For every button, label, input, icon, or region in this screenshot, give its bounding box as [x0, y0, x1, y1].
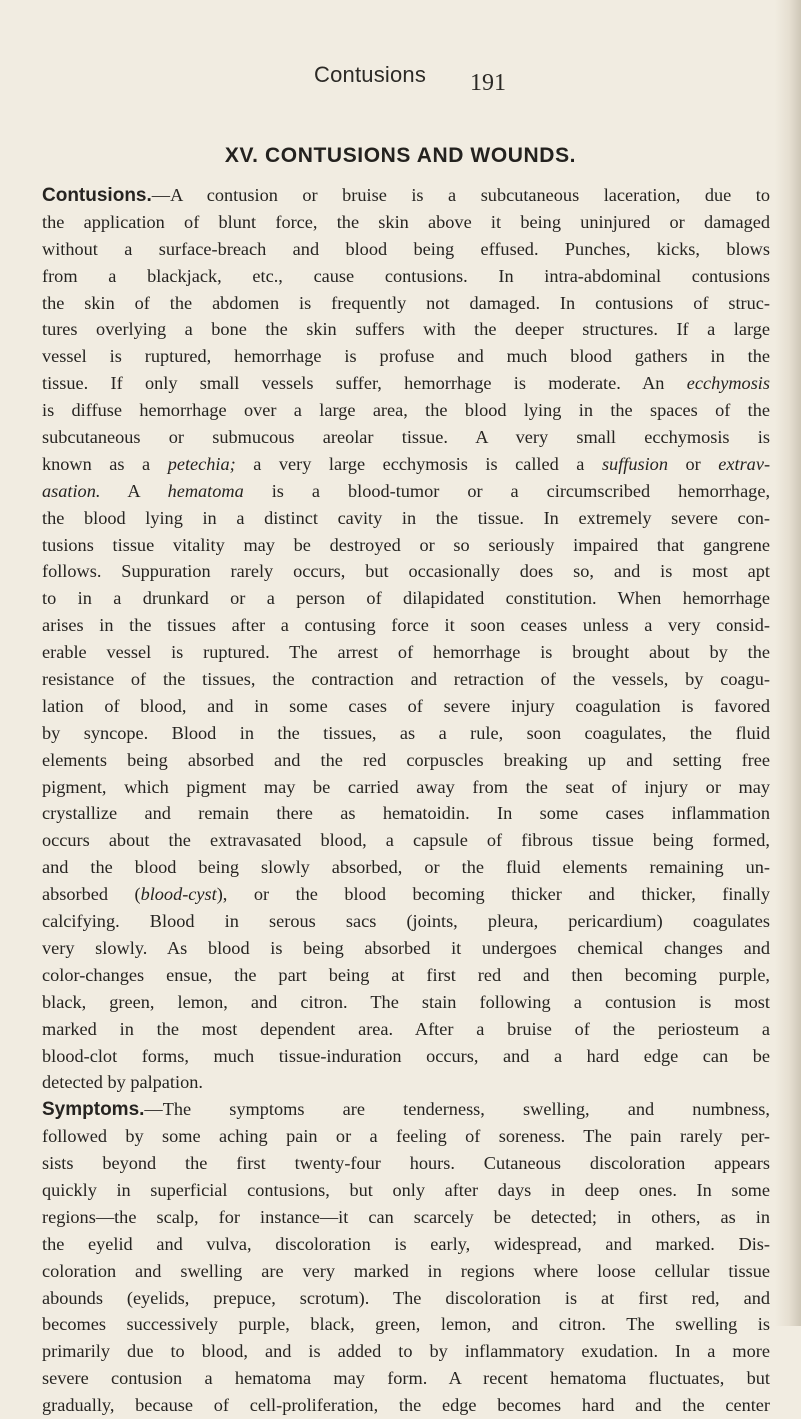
running-head: Contusions — [314, 62, 427, 87]
page-number: 191 — [470, 70, 506, 96]
text-line: and the blood being slowly absorbed, or the fluid elements remaining un- — [42, 857, 770, 878]
text-line: black, green, lemon, and citron. The stain following a contusion is most — [42, 991, 770, 1012]
text-line: the application of blunt force, the skin above it being uninjured or damaged — [42, 211, 770, 232]
text-line: becomes successively purple, black, green, lemon, and citron. The swelling is — [42, 1314, 770, 1335]
text-line: erable vessel is ruptured. The arrest of hemorrhage is brought about by the — [42, 642, 770, 663]
text-line: detected by palpation. — [42, 1072, 203, 1093]
text-line: blood-clot forms, much tissue-induration occurs, and a hard edge can be — [42, 1045, 770, 1066]
page-edge-shadow — [775, 0, 801, 1326]
text-line: primarily due to blood, and is added to by inflammatory exudation. In a more — [42, 1341, 770, 1362]
text-line: the skin of the abdomen is frequently not damaged. In contusions of struc- — [42, 292, 770, 313]
text-line: calcifying. Blood in serous sacs (joints, pleura, pericardium) coagulates — [42, 911, 770, 932]
text-line: known as a petechia; a very large ecchymosis is called a suffusion or extrav- — [42, 453, 770, 474]
text-line: is diffuse hemorrhage over a large area, the blood lying in the spaces of the — [42, 400, 770, 421]
text-line: without a surface-breach and blood being effused. Punches, kicks, blows — [42, 238, 770, 259]
text-line: occurs about the extravasated blood, a capsule of fibrous tissue being formed, — [42, 830, 770, 851]
text-line: follows. Suppuration rarely occurs, but occasionally does so, and is most apt — [42, 561, 770, 582]
text-line: pigment, which pigment may be carried away from the seat of injury or may — [42, 776, 770, 797]
text-line: the blood lying in a distinct cavity in the tissue. In extremely severe con- — [42, 507, 770, 528]
text-line: vessel is ruptured, hemorrhage is profuse and much blood gathers in the — [42, 346, 770, 367]
term-extravasation-part2: asation. — [42, 480, 101, 501]
text-line: the eyelid and vulva, discoloration is early, widespread, and marked. Dis- — [42, 1233, 770, 1254]
text-line: severe contusion a hematoma may form. A recent hematoma fluctuates, but — [42, 1368, 770, 1389]
text-line: from a blackjack, etc., cause contusions. In intra-abdominal contusions — [42, 265, 770, 286]
text-line: Contusions.—A contusion or bruise is a subcutaneous laceration, due to — [42, 185, 770, 206]
page-header — [0, 62, 801, 102]
text-line: asation. A hematoma is a blood-tumor or a circumscribed hemorrhage, — [42, 480, 770, 501]
term-extravasation-part1: extrav- — [718, 453, 770, 474]
term-hematoma: hematoma — [167, 480, 244, 501]
text-line: tusions tissue vitality may be destroyed or so seriously impaired that gangrene — [42, 534, 770, 555]
text-line: absorbed (blood-cyst), or the blood becoming thicker and thicker, finally — [42, 884, 770, 905]
chapter-title: XV. CONTUSIONS AND WOUNDS. — [224, 144, 577, 167]
text-line: regions—the scalp, for instance—it can scarcely be detected; in others, as in — [42, 1206, 770, 1227]
text-line: to in a drunkard or a person of dilapidated constitution. When hemorrhage — [42, 588, 770, 609]
section-heading-contusions: Contusions. — [42, 185, 152, 206]
text-line: color-changes ensue, the part being at first red and then becoming purple, — [42, 964, 770, 985]
text-line: coloration and swelling are very marked in regions where loose cellular tissue — [42, 1260, 770, 1281]
text-line: followed by some aching pain or a feeling of soreness. The pain rarely per- — [42, 1126, 770, 1147]
body-text — [42, 182, 770, 1419]
text-line: elements being absorbed and the red corpuscles breaking up and setting free — [42, 749, 770, 770]
text-line: abounds (eyelids, prepuce, scrotum). The discoloration is at first red, and — [42, 1287, 770, 1308]
section-heading-symptoms: Symptoms. — [42, 1099, 145, 1121]
text-line: resistance of the tissues, the contraction and retraction of the vessels, by coagu- — [42, 669, 770, 690]
text-line: tissue. If only small vessels suffer, hemorrhage is moderate. An ecchymosis — [42, 373, 770, 394]
text-line: subcutaneous or submucous areolar tissue. A very small ecchymosis is — [42, 427, 770, 448]
text-line: marked in the most dependent area. After a bruise of the periosteum a — [42, 1018, 770, 1039]
text-line: crystallize and remain there as hematoidin. In some cases inflammation — [42, 803, 770, 824]
text-line: sists beyond the first twenty-four hours. Cutaneous discoloration appears — [42, 1153, 770, 1174]
text-line: tures overlying a bone the skin suffers with the deeper structures. If a large — [42, 319, 770, 340]
text-line: by syncope. Blood in the tissues, as a rule, soon coagulates, the fluid — [42, 722, 770, 743]
text-line: Symptoms.—The symptoms are tenderness, swelling, and numbness, — [42, 1099, 770, 1121]
text-line: quickly in superficial contusions, but only after days in deep ones. In some — [42, 1179, 770, 1200]
text-line: gradually, because of cell-proliferation, the edge becomes hard and the center — [42, 1395, 770, 1416]
term-blood-cyst: blood-cyst — [140, 884, 217, 905]
text-line: very slowly. As blood is being absorbed it undergoes chemical changes and — [42, 937, 770, 958]
term-suffusion: suffusion — [601, 453, 668, 474]
term-ecchymosis: ecchymosis — [686, 373, 770, 394]
term-petechia: petechia; — [167, 453, 236, 474]
text-line: lation of blood, and in some cases of severe injury coagulation is favored — [42, 695, 770, 716]
text-line: arises in the tissues after a contusing force it soon ceases unless a very consid- — [42, 615, 770, 636]
